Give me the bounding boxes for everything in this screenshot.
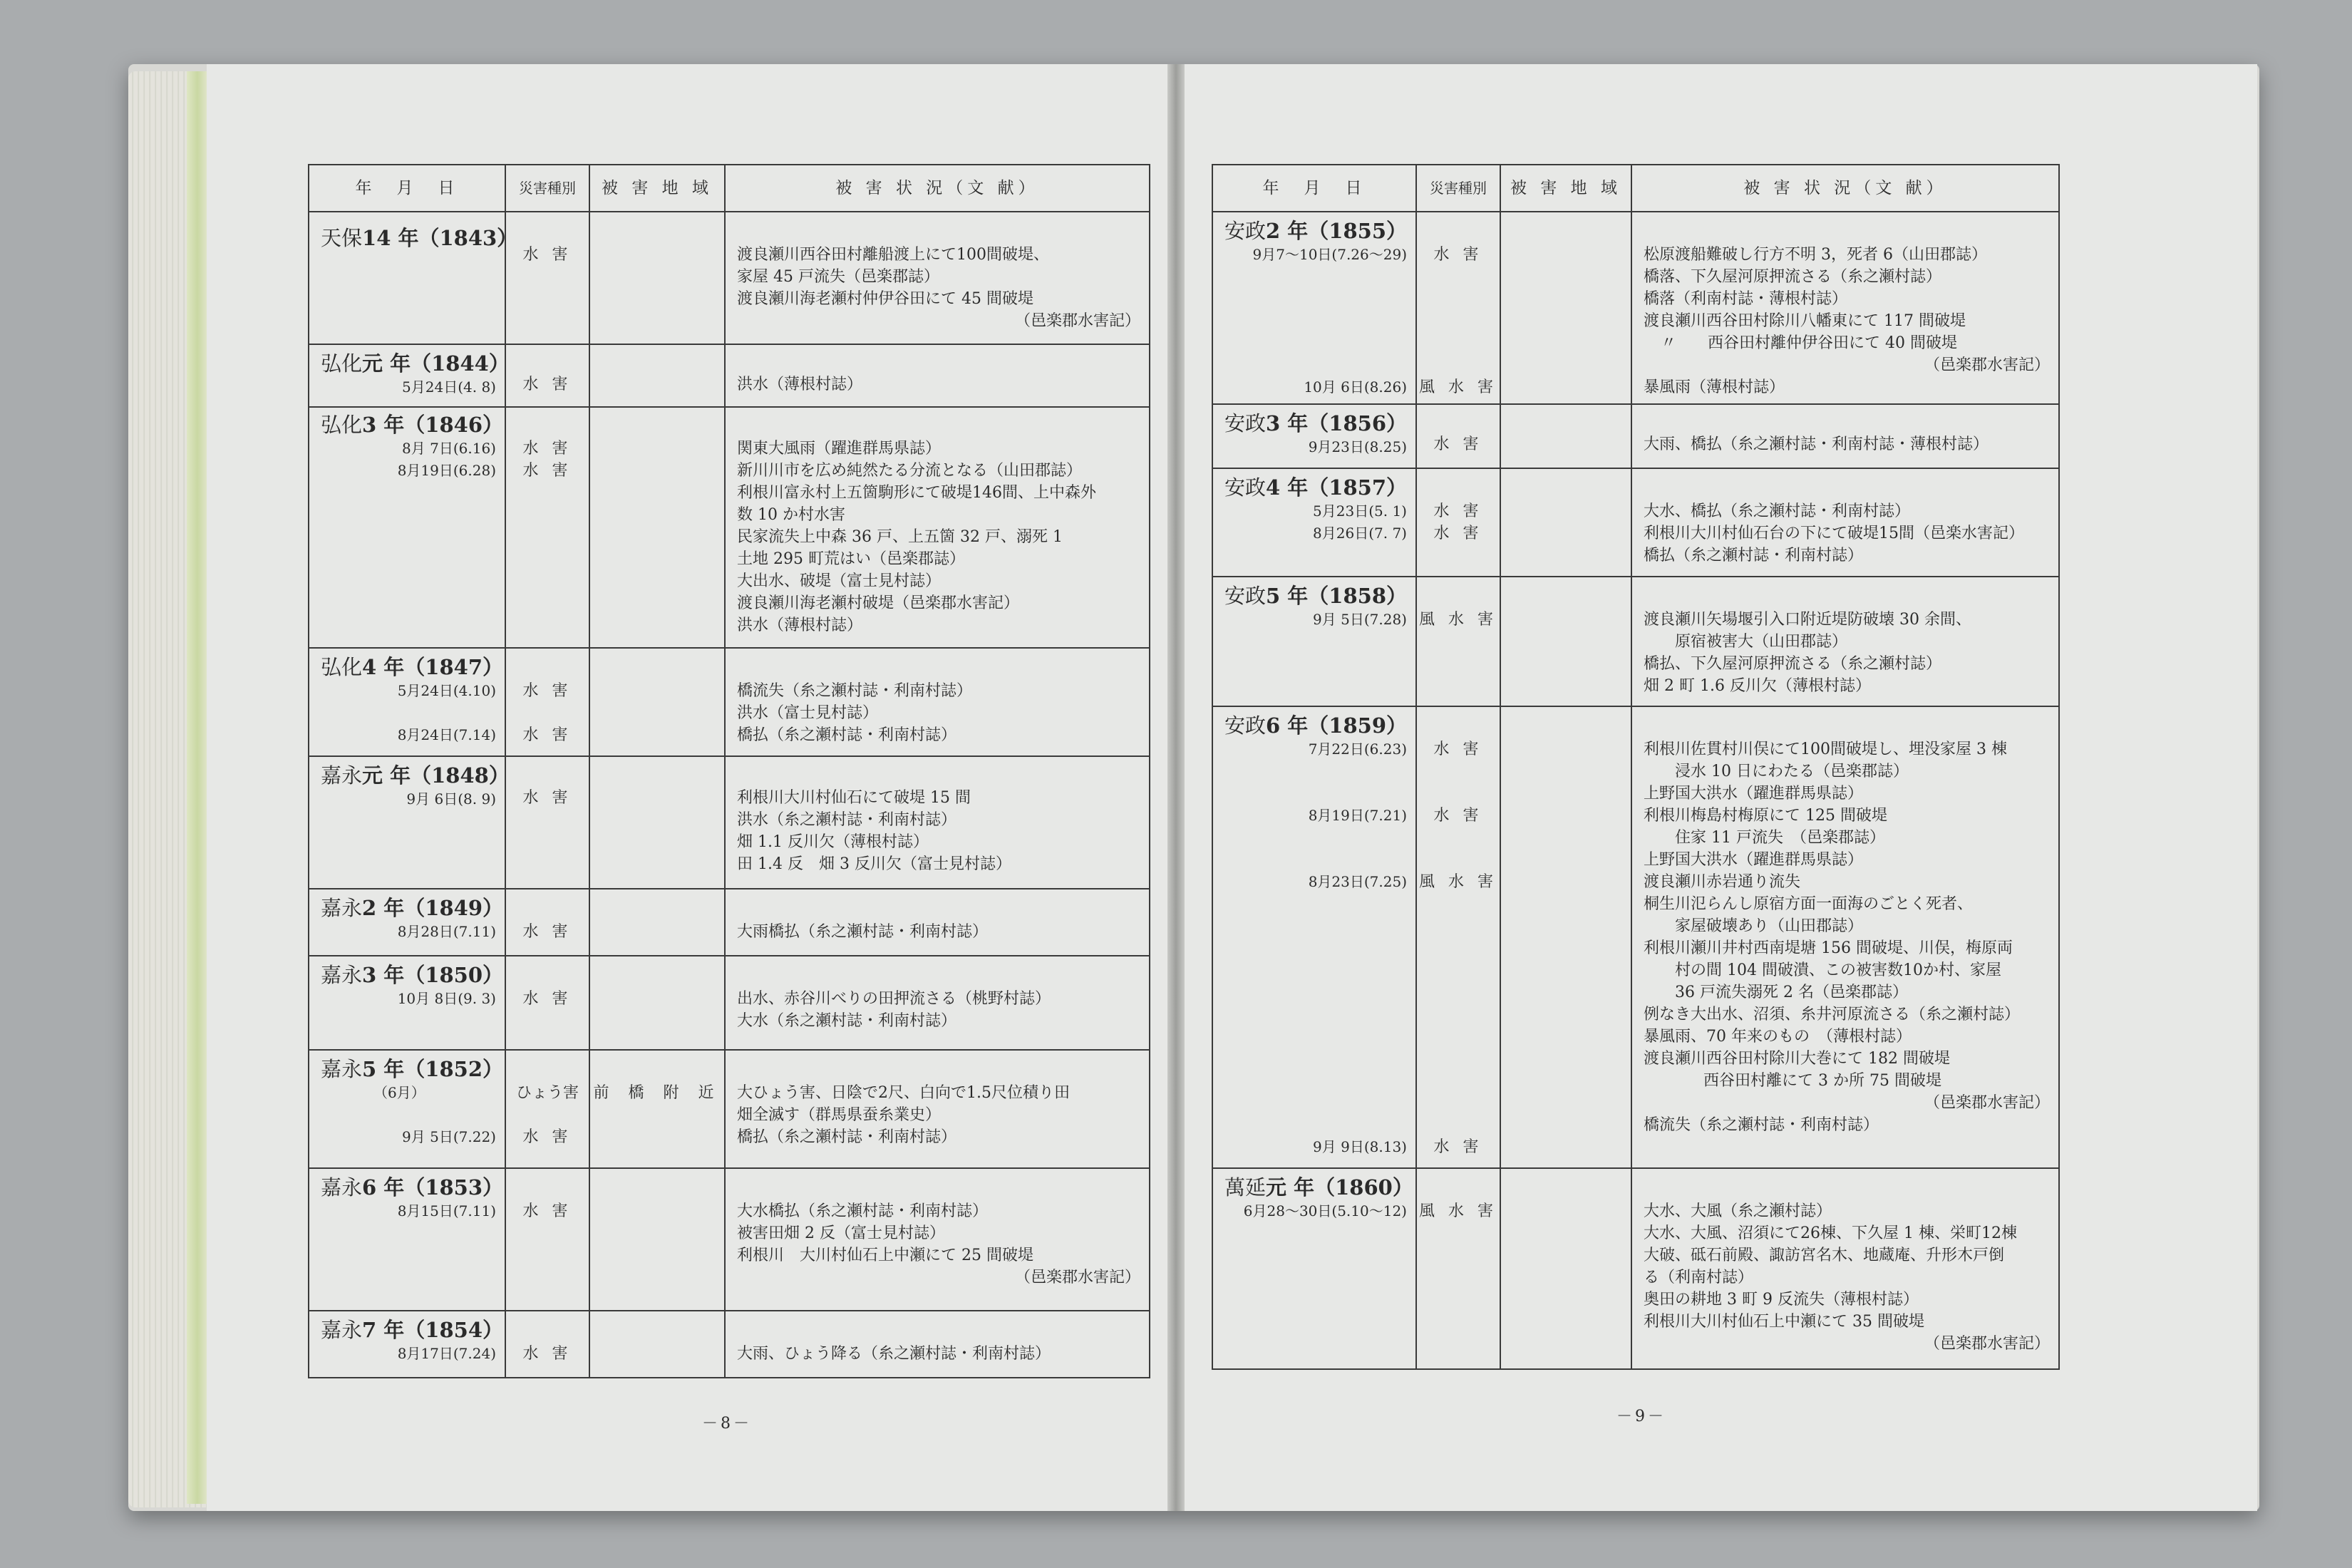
detail-line: 〃 西谷田村離仲伊谷田にて 40 間破堤 [1661, 334, 1957, 352]
detail-line: 畑 2 町 1.6 反川欠（薄根村誌） [1644, 677, 1871, 695]
row-year: 嘉永7 年（1854） [321, 1318, 504, 1342]
damage-area: 前 橋 附 近 [593, 1084, 721, 1102]
header-detail: 被 害 状 況（文 献） [725, 165, 1150, 212]
damage-type: 水 害 [522, 726, 572, 744]
detail-line: （邑楽郡水害記） [1014, 312, 1140, 330]
detail-line: 原宿被害大（山田郡誌） [1675, 633, 1848, 651]
detail-line: 大水橋払（糸之瀬村誌・利南村誌） [737, 1202, 989, 1220]
detail-line: 洪水（薄根村誌） [737, 376, 863, 393]
left-disaster-table [308, 164, 1150, 1378]
damage-type: 水 害 [1433, 807, 1483, 825]
row-year: 安政6 年（1859） [1224, 713, 1408, 738]
detail-line: 田 1.4 反 畑 3 反川欠（富士見村誌） [737, 855, 1011, 873]
row-date: 8月24日(7.14) [397, 726, 496, 743]
detail-line: 大出水、破堤（富士見村誌） [737, 572, 942, 590]
header-type: 災害種別 [1416, 165, 1500, 212]
detail-line: 上野国大洪水（躍進群馬県誌） [1644, 785, 1864, 803]
row-date: 10月 6日(8.26) [1304, 378, 1407, 396]
row-date: 5月23日(5. 1) [1313, 502, 1407, 520]
detail-line: 利根川大川村仙石上中瀬にて 35 間破堤 [1644, 1313, 1924, 1331]
detail-line: 関東大風雨（躍進群馬県誌） [737, 440, 942, 458]
table-row [1212, 404, 2059, 468]
area-cell [589, 344, 725, 407]
damage-type: ひょう害 [515, 1084, 579, 1102]
book-gutter [1167, 64, 1185, 1511]
row-year: 嘉永元 年（1848） [321, 763, 510, 788]
area-cell [1500, 404, 1631, 468]
right-page-number: －9－ [1616, 1408, 1666, 1425]
detail-line: 渡良瀬川赤岩通り流失 [1644, 873, 1801, 891]
detail-line: （邑楽郡水害記） [1924, 1335, 2050, 1353]
detail-line: 民家流失上中森 36 戸、上五箇 32 戸、溺死 1 [737, 528, 1063, 546]
right-disaster-table [1212, 164, 2060, 1370]
row-date: 6月28～30日(5.10～12) [1243, 1202, 1407, 1219]
damage-type: 水 害 [1433, 435, 1483, 453]
detail-line: 新川川市を広め純然たる分流となる（山田郡誌） [737, 462, 1083, 480]
detail-line: 大水、大風、沼須にて26棟、下久屋 1 棟、栄町12棟 [1644, 1224, 2017, 1242]
table-row [309, 756, 1150, 889]
header-area: 被 害 地 域 [1500, 165, 1631, 212]
row-date: 7月22日(6.23) [1308, 741, 1407, 758]
damage-type: 風 水 害 [1419, 873, 1497, 891]
damage-type: 水 害 [522, 789, 572, 807]
detail-line: 例なき大出水、沼須、糸井河原流さる（糸之瀬村誌） [1644, 1006, 2021, 1023]
damage-type: 水 害 [522, 246, 572, 264]
area-cell [1500, 212, 1631, 404]
row-date: 8月17日(7.24) [397, 1345, 496, 1362]
row-year: 弘化元 年（1844） [321, 351, 510, 376]
row-year: 安政4 年（1857） [1224, 475, 1408, 500]
detail-line: 利根川梅島村梅原にて 125 間破堤 [1644, 807, 1887, 825]
row-date: 9月 5日(7.22) [402, 1128, 496, 1145]
header-detail: 被 害 状 況（文 献） [1631, 165, 2059, 212]
detail-line: 家屋 45 戸流失（邑楽郡誌） [737, 268, 939, 286]
detail-line: 暴風雨、70 年来のもの （薄根村誌） [1644, 1028, 1912, 1046]
damage-type: 水 害 [522, 682, 572, 700]
detail-line: 橋払、下久屋河原押流さる（糸之瀬村誌） [1644, 655, 1942, 673]
detail-line: 大水（糸之瀬村誌・利南村誌） [737, 1012, 957, 1030]
detail-line: 洪水（薄根村誌） [737, 617, 863, 634]
damage-type: 水 害 [1433, 741, 1483, 758]
row-year: 嘉永5 年（1852） [321, 1057, 504, 1081]
row-date: 8月 7日(6.16) [402, 440, 496, 457]
damage-type: 風 水 害 [1419, 1202, 1497, 1220]
row-date: 5月24日(4.10) [397, 682, 496, 699]
damage-type: 風 水 害 [1419, 378, 1497, 396]
detail-line: 大雨、ひょう降る（糸之瀬村誌・利南村誌） [737, 1345, 1051, 1363]
detail-line: 家屋破壊あり（山田郡誌） [1675, 917, 1864, 935]
row-year: 萬延元 年（1860） [1224, 1175, 1413, 1200]
detail-line: 土地 295 町荒はい（邑楽郡誌） [737, 550, 965, 568]
damage-type: 水 害 [1433, 525, 1483, 542]
row-year: 安政5 年（1858） [1224, 584, 1408, 608]
row-date: 9月 5日(7.28) [1313, 611, 1407, 628]
area-cell [589, 212, 725, 344]
detail-line: 渡良瀬川矢場堰引入口附近堤防破壊 30 余間、 [1644, 611, 1971, 629]
detail-line: 西谷田村離にて 3 か所 75 間破堤 [1703, 1072, 1941, 1090]
damage-type: 水 害 [1433, 246, 1483, 264]
detail-line: 利根川富永村上五箇駒形にて破堤146間、上中森外 [737, 484, 1096, 502]
damage-type: 水 害 [522, 462, 572, 480]
row-date: 9月 9日(8.13) [1313, 1138, 1407, 1155]
detail-line: 大水、橋払（糸之瀬村誌・利南村誌） [1644, 502, 1911, 520]
detail-line: 村の間 104 間破潰、この被害数10か村、家屋 [1675, 961, 2001, 979]
area-cell [589, 648, 725, 756]
detail-line: 上野国大洪水（躍進群馬県誌） [1644, 851, 1864, 869]
damage-type: 水 害 [522, 1128, 572, 1146]
detail-line: 大ひょう害、日陰で2尺、白向で1.5尺位積り田 [737, 1084, 1070, 1102]
table-row [1212, 212, 2059, 404]
row-date: 8月28日(7.11) [397, 923, 496, 940]
table-row [309, 212, 1150, 344]
row-date: 10月 8日(9. 3) [397, 990, 496, 1007]
table-header [1212, 165, 2059, 212]
header-date: 年 月 日 [1212, 165, 1416, 212]
area-cell [1500, 706, 1631, 1168]
detail-line: 住家 11 戸流失 （邑楽郡誌） [1675, 829, 1885, 847]
area-cell [589, 407, 725, 648]
header-date: 年 月 日 [309, 165, 505, 212]
detail-line: 橋流失（糸之瀬村誌・利南村誌） [737, 682, 973, 700]
row-date: 8月26日(7. 7) [1313, 525, 1407, 542]
detail-line: 松原渡船難破し行方不明 3，死者 6（山田郡誌） [1644, 246, 1987, 264]
table-row [309, 407, 1150, 648]
header-area: 被 害 地 域 [589, 165, 725, 212]
detail-line: 浸水 10 日にわたる（邑楽郡誌） [1675, 763, 1909, 780]
table-row [1212, 468, 2059, 577]
detail-line: 渡良瀬川西谷田村除川八幡東にて 117 間破堤 [1644, 312, 1966, 330]
table-row [309, 648, 1150, 756]
damage-type: 水 害 [522, 376, 572, 393]
detail-line: る（利南村誌） [1644, 1269, 1754, 1286]
damage-type: 水 害 [522, 990, 572, 1008]
area-cell [589, 1311, 725, 1378]
detail-line: 利根川瀬川井村西南堤塘 156 間破堤、川俣，梅原両 [1644, 939, 2013, 957]
detail-line: 橋落、下久屋河原押流さる（糸之瀬村誌） [1644, 268, 1942, 286]
detail-line: 渡良瀬川海老瀬村破堤（邑楽郡水害記） [737, 594, 1020, 612]
detail-line: 利根川 大川村仙石上中瀬にて 25 間破堤 [737, 1247, 1033, 1264]
damage-type: 水 害 [522, 923, 572, 941]
area-cell [589, 756, 725, 889]
row-year: 安政2 年（1855） [1224, 219, 1408, 243]
row-year: 天保14 年（1843） [321, 226, 518, 250]
detail-line: 洪水（糸之瀬村誌・利南村誌） [737, 811, 957, 829]
row-year: 安政3 年（1856） [1224, 411, 1408, 435]
row-date: 5月24日(4. 8) [402, 378, 496, 396]
table-row [1212, 577, 2059, 706]
row-date: 9月7～10日(7.26～29) [1252, 246, 1407, 263]
area-cell [589, 1168, 725, 1311]
row-year: 弘化4 年（1847） [321, 655, 504, 679]
row-date: 9月 6日(8. 9) [406, 790, 496, 808]
table-row [1212, 706, 2059, 1168]
page-edge-tint [187, 71, 208, 1504]
table-row [309, 1168, 1150, 1311]
row-year: 弘化3 年（1846） [321, 413, 504, 437]
detail-line: 大破、砥石前殿、諏訪宮名木、地蔵庵、升形木戸倒 [1644, 1247, 2005, 1264]
row-date: 8月19日(7.21) [1308, 807, 1407, 824]
area-cell [1500, 468, 1631, 577]
table-row [1212, 1168, 2059, 1369]
header-type: 災害種別 [505, 165, 589, 212]
detail-line: 奥田の耕地 3 町 9 反流失（薄根村誌） [1644, 1291, 1919, 1309]
row-date: 9月23日(8.25) [1308, 438, 1407, 455]
detail-line: 大水、大風（糸之瀬村誌） [1644, 1202, 1832, 1220]
row-date: 8月23日(7.25) [1308, 873, 1407, 890]
detail-line: 橋払（糸之瀬村誌・利南村誌） [737, 1128, 957, 1146]
detail-line: （邑楽郡水害記） [1924, 356, 2050, 374]
detail-line: 畑全滅す（群馬県蚕糸業史） [737, 1106, 942, 1124]
table-row [309, 344, 1150, 407]
detail-line: 橋払（糸之瀬村誌・利南村誌） [1644, 547, 1864, 564]
detail-line: 橋払（糸之瀬村誌・利南村誌） [737, 726, 957, 744]
detail-line: 利根川佐貫村川俣にて100間破堤し、埋没家屋 3 棟 [1644, 741, 2007, 758]
detail-line: （邑楽郡水害記） [1924, 1094, 2050, 1112]
detail-line: 大雨橋払（糸之瀬村誌・利南村誌） [737, 923, 989, 941]
detail-line: 渡良瀬川西谷田村除川大巻にて 182 間破堤 [1644, 1050, 1950, 1068]
damage-type: 水 害 [522, 440, 572, 458]
area-cell [1500, 1168, 1631, 1369]
damage-type: 水 害 [1433, 502, 1483, 520]
left-page-number: －8－ [702, 1415, 752, 1433]
detail-line: 利根川大川村仙石にて破堤 15 間 [737, 789, 971, 807]
damage-type: 水 害 [1433, 1138, 1483, 1156]
detail-line: 橋流失（糸之瀬村誌・利南村誌） [1644, 1116, 1879, 1134]
area-cell [1500, 577, 1631, 706]
table-row [309, 1050, 1150, 1168]
row-date: 8月15日(7.11) [397, 1202, 496, 1219]
detail-line: 被害田畑 2 反（富士見村誌） [737, 1224, 945, 1242]
detail-line: 渡良瀬川西谷田村離船渡上にて100間破堤、 [737, 246, 1049, 264]
detail-line: 出水、赤谷川べりの田押流さる（桃野村誌） [737, 990, 1051, 1008]
detail-line: 橋落（利南村誌・薄根村誌） [1644, 290, 1848, 308]
detail-line: 洪水（富士見村誌） [737, 704, 879, 722]
detail-line: 数 10 か村水害 [737, 506, 845, 524]
detail-line: 利根川大川村仙石台の下にて破堤15間（邑楽水害記） [1644, 525, 2024, 542]
damage-type: 風 水 害 [1419, 611, 1497, 629]
detail-line: 大雨、橋払（糸之瀬村誌・利南村誌・薄根村誌） [1644, 435, 1989, 453]
row-year: 嘉永3 年（1850） [321, 963, 504, 987]
damage-type: 水 害 [522, 1345, 572, 1363]
damage-type: 水 害 [522, 1202, 572, 1220]
detail-line: 畑 1.1 反川欠（薄根村誌） [737, 833, 929, 851]
detail-line: 桐生川氾らんし原宿方面一面海のごとく死者、 [1644, 895, 1974, 913]
detail-line: 渡良瀬川海老瀬村仲伊谷田にて 45 間破堤 [737, 290, 1033, 308]
detail-line: 暴風雨（薄根村誌） [1644, 378, 1785, 396]
detail-line: （邑楽郡水害記） [1014, 1269, 1140, 1286]
row-date: 8月19日(6.28) [397, 462, 496, 479]
row-year: 嘉永6 年（1853） [321, 1175, 504, 1200]
table-row [309, 889, 1150, 956]
row-date: （6月） [373, 1084, 425, 1101]
table-row [309, 956, 1150, 1050]
area-cell [589, 956, 725, 1050]
table-header [309, 165, 1150, 212]
detail-line: 36 戸流失溺死 2 名（邑楽郡誌） [1675, 984, 1908, 1001]
row-year: 嘉永2 年（1849） [321, 896, 504, 920]
area-cell [589, 889, 725, 956]
table-row [309, 1311, 1150, 1378]
